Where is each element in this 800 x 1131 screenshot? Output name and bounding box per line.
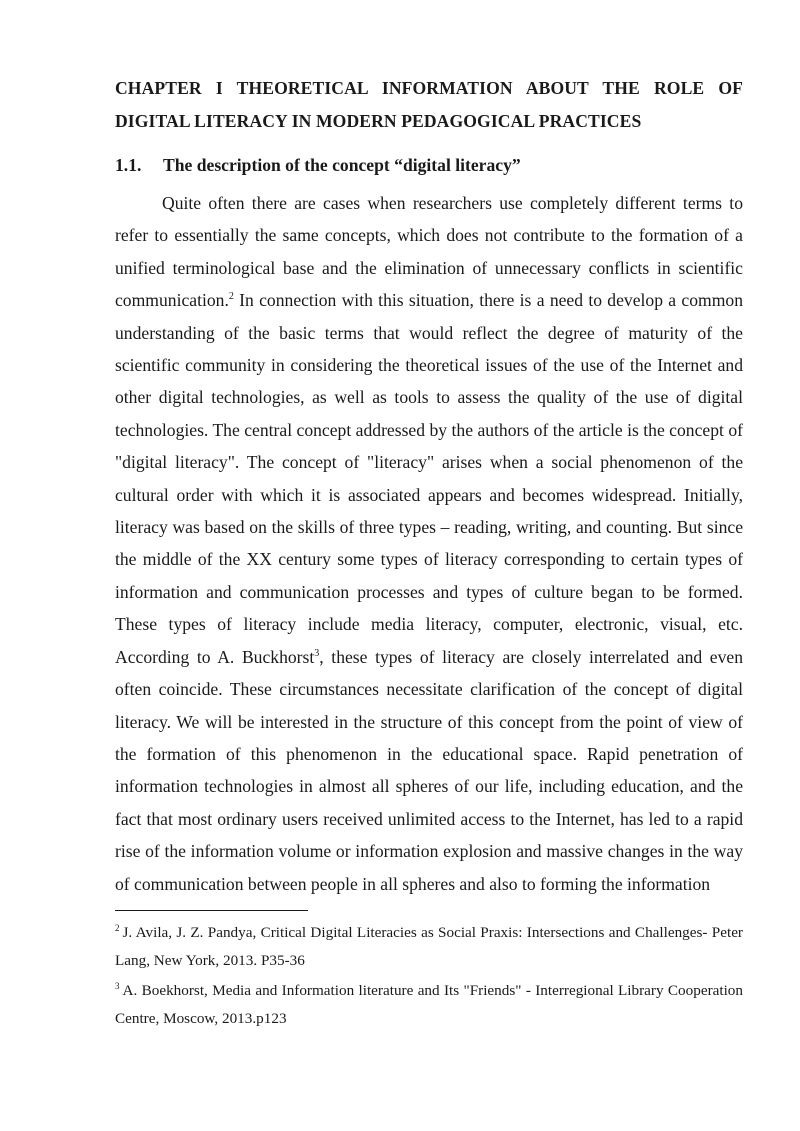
chapter-title: CHAPTER I THEORETICAL INFORMATION ABOUT THE ROLE OF DIGITAL LITERACY IN MODERN PEDAGOGICAL PRACTICES: [115, 78, 743, 131]
paragraph-text-part-1: Quite often there are cases when researchers use completely different terms to refer to essentially the same concepts, which does not contribute to the formation of a unified terminological base and the elimination of unnecessary conflicts in scientific communication.: [115, 193, 743, 311]
footnote-divider: [115, 910, 308, 911]
footnote-2: [115, 919, 743, 975]
section-title: The description of the concept “digital literacy”: [163, 155, 521, 175]
footnote-ref-3[interactable]: 3: [314, 647, 320, 659]
paragraph-text-part-3: , these types of literacy are closely interrelated and even often coincide. These circumstances necessitate clarification of the concept of digital literacy. We will be interested in the structure of this concept from the point of view of the formation of this phenomenon in the educational space. Rapid penetration of information technologies in almost all spheres of our life, including education, and the fact that most ordinary users received unlimited access to the Internet, has led to a rapid rise of the information volume or information explosion and massive changes in the way of communication between people in all spheres and also to forming the information: [115, 646, 743, 894]
footnote-ref-2[interactable]: 2: [228, 291, 234, 303]
body-paragraph: [115, 187, 743, 900]
paragraph-text-part-2: In connection with this situation, there is a need to develop a common understanding of the basic terms that would reflect the degree of maturity of the scientific community in considering the theoretical issues of the use of the Internet and other digital technologies, as well as tools to assess the quality of the use of digital technologies. The central concept addressed by the authors of the article is the concept of "digital literacy". The concept of "literacy" arises when a social phenomenon of the cultural order with which it is associated appears and becomes widespread. Initially, literacy was based on the skills of three types – reading, writing, and counting. But since the middle of the XX century some types of literacy corresponding to certain types of information and communication processes and types of culture began to be formed. These types of literacy include media literacy, computer, electronic, visual, etc. According to A. Buckhorst: [115, 290, 743, 667]
section-heading: [115, 149, 743, 181]
footnote-text: J. Avila, J. Z. Pandya, Critical Digital Literacies as Social Praxis: Intersections and Challenges- Peter Lang, New York, 2013. P35-36: [115, 923, 743, 969]
footnote-marker: 3: [115, 980, 120, 991]
footnote-marker: 2: [115, 922, 120, 933]
footnote-3: [115, 977, 743, 1033]
section-number: 1.1.: [115, 155, 142, 175]
document-page: [115, 72, 743, 1035]
footnote-text: A. Boekhorst, Media and Information literature and Its "Friends" - Interregional Library Cooperation Centre, Moscow, 2013.p123: [115, 981, 743, 1027]
